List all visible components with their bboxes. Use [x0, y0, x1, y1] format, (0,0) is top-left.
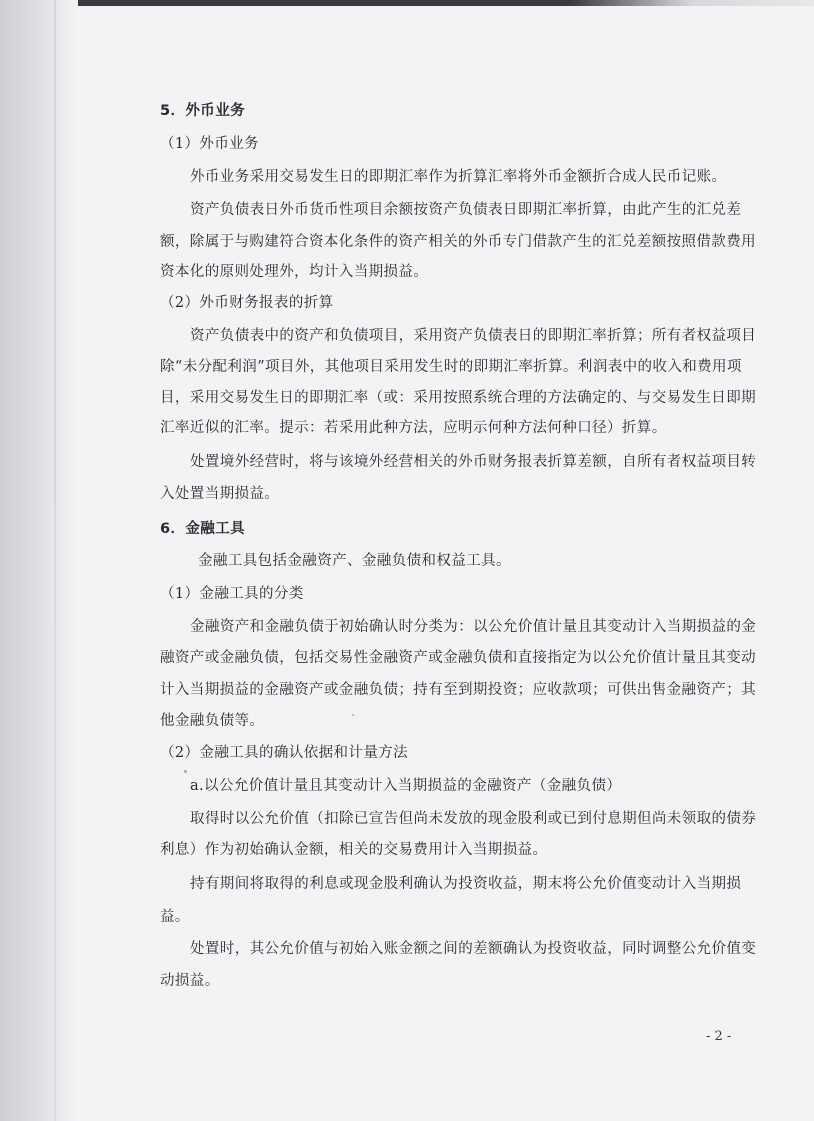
paragraph-line: 目，采用交易发生日的即期汇率（或：采用按照系统合理的方法确定的、与交易发生日即期 — [160, 390, 756, 406]
paragraph-line: 计入当期损益的金融资产或金融负债；持有至到期投资；应收款项；可供出售金融资产；其 — [160, 682, 756, 698]
scan-speck — [352, 714, 354, 716]
scan-speck — [184, 770, 187, 773]
paragraph-line: 额，除属于与购建符合资本化条件的资产相关的外币专门借款产生的汇兑差额按照借款费用 — [160, 234, 756, 250]
subheading-foreign-currency-business: （1）外币业务 — [160, 136, 260, 152]
paragraph-line: 处置境外经营时，将与该境外经营相关的外币财务报表折算差额，自所有者权益项目转 — [190, 454, 757, 470]
paragraph-line: 入处置当期损益。 — [160, 486, 280, 502]
section-heading-financial-instruments: 6．金融工具 — [160, 521, 245, 537]
paragraph-line: 持有期间将取得的利息或现金股利确认为投资收益，期末将公允价值变动计入当期损 — [190, 876, 742, 892]
paragraph-line: 除“未分配利润”项目外，其他项目采用发生时的即期汇率折算。利润表中的收入和费用项 — [160, 359, 742, 375]
paragraph-line: 动损益。 — [160, 973, 220, 989]
subheading-classification: （1）金融工具的分类 — [160, 586, 304, 602]
paragraph-line: 外币业务采用交易发生日的即期汇率作为折算汇率将外币金额折合成人民币记账。 — [190, 169, 727, 185]
paragraph-line: 融资产或金融负债，包括交易性金融资产或金融负债和直接指定为以公允价值计量且其变动 — [160, 650, 756, 666]
paragraph-line: 取得时以公允价值（扣除已宣告但尚未发放的现金股利或已到付息期但尚未领取的债券 — [190, 811, 757, 827]
paragraph-line: 他金融负债等。 — [160, 713, 265, 729]
page-number: - 2 - — [706, 1029, 732, 1044]
list-item-a: a.以公允价值计量且其变动计入当期损益的金融资产（金融负债） — [190, 778, 622, 794]
paragraph-line: 资本化的原则处理外，均计入当期损益。 — [160, 264, 429, 280]
paragraph-line: 金融工具包括金融资产、金融负债和权益工具。 — [198, 553, 511, 569]
section-heading-foreign-currency: 5．外币业务 — [160, 103, 245, 119]
subheading-statement-translation: （2）外币财务报表的折算 — [160, 295, 334, 311]
paragraph-line: 资产负债表日外币货币性项目余额按资产负债表日即期汇率折算，由此产生的汇兑差 — [190, 202, 742, 218]
paragraph-line: 益。 — [160, 909, 190, 925]
paragraph-line: 利息）作为初始确认金额，相关的交易费用计入当期损益。 — [160, 842, 548, 858]
paragraph-line: 汇率近似的汇率。提示：若采用此种方法，应明示何种方法何种口径）折算。 — [160, 420, 667, 436]
subheading-recognition-measurement: （2）金融工具的确认依据和计量方法 — [160, 745, 409, 761]
paragraph-line: 处置时，其公允价值与初始入账金额之间的差额确认为投资收益，同时调整公允价值变 — [190, 941, 757, 957]
paragraph-line: 资产负债表中的资产和负债项目，采用资产负债表日的即期汇率折算；所有者权益项目 — [190, 328, 757, 344]
paragraph-line: 金融资产和金融负债于初始确认时分类为：以公允价值计量且其变动计入当期损益的金 — [190, 619, 757, 635]
